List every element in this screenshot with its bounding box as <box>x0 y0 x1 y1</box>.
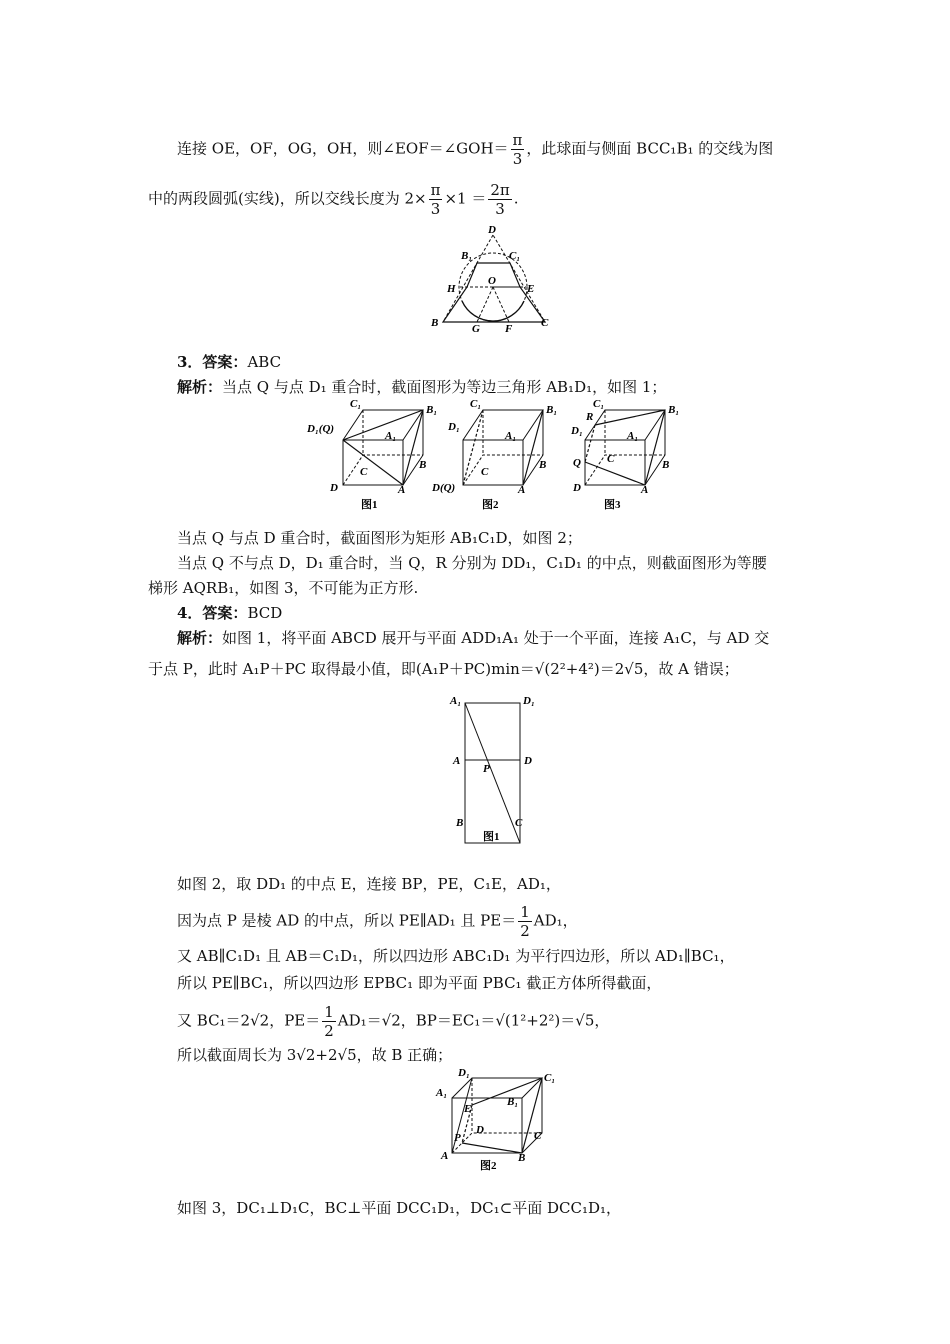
text-segment: . <box>513 189 519 208</box>
label: A <box>441 1150 449 1162</box>
section-line <box>645 410 665 485</box>
label: B₁ <box>668 404 680 416</box>
text-line: 当点 Q 不与点 D，D₁ 重合时，当 Q，R 分别为 DD₁，C₁D₁ 的中点，则截面图形为等腰 <box>177 554 767 572</box>
text-segment: 又 BC₁＝2√2，PE＝ <box>177 1011 321 1030</box>
label: B <box>662 459 670 471</box>
label: E <box>464 1103 472 1115</box>
label-g: G <box>472 323 480 335</box>
label: D₁ <box>458 1067 470 1079</box>
fraction <box>429 181 443 218</box>
section-line <box>523 410 543 485</box>
text-line <box>177 131 773 168</box>
dashed-line <box>477 287 493 322</box>
label: A₁ <box>450 695 462 707</box>
label: B <box>518 1152 526 1164</box>
fraction-denominator: 2 <box>324 1022 334 1040</box>
fraction-numerator: π <box>512 131 523 149</box>
fraction-numerator: 1 <box>324 1003 334 1021</box>
diagonal-a1c <box>465 703 520 843</box>
solid-arc <box>462 301 524 321</box>
text-segment: ×1 ＝ <box>444 189 487 208</box>
answer-value: BCD <box>247 604 283 622</box>
fraction-denominator: 3 <box>512 150 523 168</box>
cube-top-edges <box>463 410 543 440</box>
label-c: C <box>541 317 549 329</box>
cube-figure-2 <box>431 398 557 511</box>
label: C <box>607 453 615 465</box>
label: A₁ <box>385 430 397 442</box>
label: D₁ <box>523 695 535 707</box>
fraction <box>488 181 511 218</box>
label: B <box>456 817 464 829</box>
text-segment: 中的两段圆弧(实线)，所以交线长度为 2× <box>148 189 427 208</box>
label: D₁ <box>571 425 583 437</box>
fraction <box>518 903 532 940</box>
text-line: 当点 Q 与点 D 重合时，截面图形为矩形 AB₁C₁D，如图 2； <box>177 529 582 547</box>
section-line <box>343 410 423 440</box>
text-line: 梯形 AQRB₁，如图 3，不可能为正方形. <box>148 579 419 597</box>
label: C <box>481 466 489 478</box>
text-line: 如图 3，DC₁⊥D₁C，BC⊥平面 DCC₁D₁，DC₁⊂平面 DCC₁D₁， <box>177 1199 622 1217</box>
label: D₁(Q) <box>307 423 335 435</box>
text-line: 又 AB∥C₁D₁ 且 AB＝C₁D₁，所以四边形 ABC₁D₁ 为平行四边形，所以 AD₁∥BC₁， <box>177 947 735 965</box>
text-segment: 因为点 P 是棱 AD 的中点，所以 PE∥AD₁ 且 PE＝ <box>177 911 517 930</box>
label: A <box>453 755 461 767</box>
answer-line <box>177 351 281 372</box>
label-d: D <box>488 224 496 236</box>
answer-label: 3．答案： <box>177 353 248 371</box>
label: D <box>524 755 532 767</box>
analysis-label: 解析： <box>177 378 223 396</box>
analysis-line <box>177 376 666 397</box>
fraction <box>322 1003 336 1040</box>
answer-line <box>177 602 282 623</box>
text-line: 如图 2，取 DD₁ 的中点 E，连接 BP，PE，C₁E，AD₁， <box>177 875 561 893</box>
label: C₁ <box>350 398 362 410</box>
section-line <box>462 1143 522 1153</box>
label: A₁ <box>627 430 639 442</box>
text-line: 所以 PE∥BC₁，所以四边形 EPBC₁ 即为平面 PBC₁ 截正方体所得截面， <box>177 974 662 992</box>
figure-caption: 图1 <box>483 831 500 843</box>
answer-value: ABC <box>247 353 282 371</box>
label-e: E <box>527 283 535 295</box>
label: B₁ <box>426 404 438 416</box>
section-line <box>403 410 423 485</box>
analysis-text: 如图 1，将平面 ABCD 展开与平面 ADD₁A₁ 处于一个平面，连接 A₁C，与 AD 交 <box>222 629 770 647</box>
text-segment: ，此球面与侧面 BCC₁B₁ 的交线为图 <box>526 139 774 158</box>
cube-hidden-edges <box>585 455 665 485</box>
label-b: B <box>431 317 439 329</box>
fraction-numerator: 2π <box>490 181 510 199</box>
label: A <box>518 484 526 496</box>
label: C <box>515 817 523 829</box>
label-o: O <box>488 275 496 287</box>
label: C₁ <box>593 398 605 410</box>
label-b1: B₁ <box>461 250 473 262</box>
fraction-numerator: π <box>430 181 441 199</box>
cube-figure-3 <box>570 398 679 511</box>
section-line <box>585 425 595 462</box>
label: A₁ <box>505 430 517 442</box>
fraction-numerator: 1 <box>520 903 530 921</box>
label: D <box>573 482 581 494</box>
figure-caption: 图2 <box>480 1160 497 1172</box>
label: D(Q) <box>432 482 456 494</box>
label: D <box>476 1124 484 1136</box>
unfolded-rectangle-figure <box>445 690 545 850</box>
label: D <box>330 482 338 494</box>
text-line: 所以截面周长为 3√2+2√5，故 B 正确； <box>177 1046 453 1064</box>
cube-figures-row <box>305 398 685 516</box>
label-f: F <box>505 323 513 335</box>
label: C <box>360 466 368 478</box>
cube-section-figure-2 <box>432 1065 557 1175</box>
section-line <box>343 440 403 485</box>
fraction-denominator: 2 <box>520 922 530 940</box>
text-segment: AD₁＝√2，BP＝EC₁＝√(1²+2²)＝√5， <box>337 1011 610 1030</box>
cube-figure-1 <box>306 398 437 511</box>
dashed-line <box>493 287 509 322</box>
fraction-denominator: 3 <box>430 200 441 218</box>
text-segment: AD₁， <box>533 911 578 930</box>
analysis-label: 解析： <box>177 629 223 647</box>
analysis-line <box>177 627 769 648</box>
label: C <box>534 1130 542 1142</box>
cube-hidden-edges <box>463 455 543 485</box>
text-line: 于点 P，此时 A₁P＋PC 取得最小值，即(A₁P＋PC)min＝√(2²+4²)＝2√5，故 A 错误； <box>148 660 739 678</box>
figure-caption: 图3 <box>604 499 621 511</box>
figure-caption: 图2 <box>482 499 499 511</box>
label: C₁ <box>470 398 482 410</box>
label: A₁ <box>436 1087 448 1099</box>
analysis-text: 当点 Q 与点 D₁ 重合时，截面图形为等边三角形 AB₁D₁，如图 1； <box>222 378 667 396</box>
sphere-triangle-figure <box>425 220 565 335</box>
label-h: H <box>447 283 456 295</box>
section-line <box>463 410 483 485</box>
label: Q <box>573 457 581 469</box>
label: B₁ <box>546 404 558 416</box>
label: B₁ <box>507 1096 519 1108</box>
fraction <box>511 131 525 168</box>
label: B <box>419 459 427 471</box>
label: C₁ <box>544 1072 556 1084</box>
text-segment: 连接 OE，OF，OG，OH，则∠EOF＝∠GOH＝ <box>177 139 509 158</box>
label: B <box>539 459 547 471</box>
label: P <box>483 763 490 775</box>
text-line <box>148 181 519 218</box>
fraction-denominator: 3 <box>495 200 505 218</box>
text-line <box>177 1003 609 1040</box>
label: R <box>586 411 594 423</box>
label-c1: C₁ <box>509 250 521 262</box>
cube-front-face <box>463 440 523 485</box>
figure-caption: 图1 <box>361 499 378 511</box>
section-line <box>585 462 645 485</box>
text-line <box>177 903 578 940</box>
label: D₁ <box>448 421 460 433</box>
label: A <box>641 484 649 496</box>
cube-front-face <box>585 440 645 485</box>
label: A <box>398 484 406 496</box>
answer-label: 4．答案： <box>177 604 248 622</box>
label: P <box>454 1132 461 1144</box>
